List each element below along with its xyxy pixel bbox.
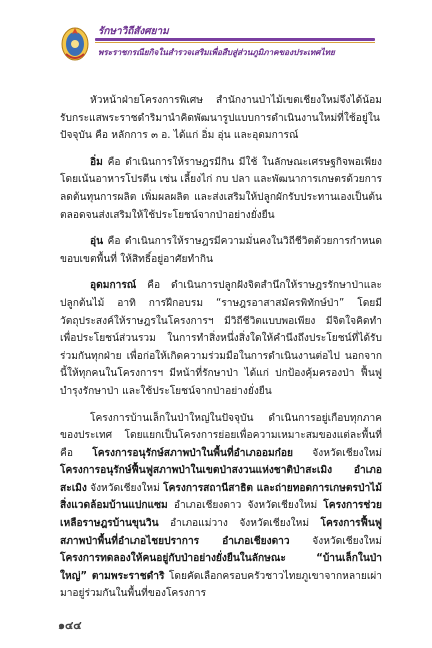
definition-un: คือ ดำเนินการให้ราษฎรมีความมั่นคงในวิถีชีวิตด้วยการกำหนดขอบเขตพื้นที่ ให้สิทธิ์อยู่อาศัยทำกิน xyxy=(60,236,382,265)
header-divider xyxy=(95,38,375,41)
project-khunwin: โครงการช่วยเหลือราษฎรบ้านขุนวิน xyxy=(60,500,382,530)
text-span: จังหวัดเชียงใหม่ xyxy=(86,482,164,494)
project-paeksam: โครงการสถานีสาธิต และถ่ายทอดการเกษตรป่าไม้ สิ่งแวดล้อมบ้านแปกแซม xyxy=(60,482,383,512)
page-header xyxy=(0,0,432,80)
project-ban-lek: โครงการทดลองให้คนอยู่กับป่าอย่างยั่งยืนในลักษณะ “บ้านเล็กในป่าใหญ่” ตามพระราชดำริ xyxy=(60,553,382,582)
text-span: อำเภอเชียงดาว จังหวัดเชียงใหม่ xyxy=(167,500,324,512)
term-un: อุ่น xyxy=(90,236,104,248)
royal-emblem-icon xyxy=(60,24,90,62)
text-span: จังหวัดเชียงใหม่ xyxy=(289,535,382,547)
project-omkoi: โครงการอนุรักษ์สภาพป่าในพื้นที่อำเภออมก๋อย xyxy=(92,447,293,459)
term-udomkan: อุดมการณ์ xyxy=(90,280,137,292)
header-title: รักษาวิถีสังศยาม xyxy=(98,26,169,37)
paragraph-udomkan xyxy=(60,277,382,400)
paragraph-un xyxy=(60,233,382,268)
definition-udomkan: คือ ดำเนินการปลูกฝังจิตสำนึกให้ราษฎรรักษาป่าและปลูกต้นไม้ อาทิ การฝึกอบรม “ราษฎรอาสาสมัครพิทักษ์ป่า” โดยมีวัตถุประสงค์ให้ราษฎรในโครงการฯ มีวิถีชีวิตแบบพอเพียง มีจิตใจคิดทำเพื่อประโยชน์ส่วนรวม ในการทำสิ่งหนึ่งสิ่งใดให้คำนึงถึงประโยชน์ที่ได้รับร่วมกันทุกฝ่าย เพื่อก่อให้เกิดความร่วมมือในการดำเนินงานต่อไป นอกจากนี้ให้ทุกคนในโครงการฯ มีหน้าที่รักษาป่า ได้แก่ ปกป้องคุ้มครองป่า ฟื้นฟู บำรุงรักษาป่า และใช้ประโยชน์จากป่าอย่างยั่งยืน xyxy=(60,280,382,397)
paragraph-projects xyxy=(60,410,382,604)
paragraph-intro: หัวหน้าฝ่ายโครงการพิเศษ สำนักงานป่าไม้เขตเชียงใหม่จึงได้น้อมรับกระแสพระราชดำริมานำคิดพัฒนารูปแบบการดำเนินงานใหม่ที่ใช้อยู่ในปัจจุบัน คือ หลักการ ๓ อ. ได้แก่ อิ่ม อุ่น และอุดมการณ์ xyxy=(60,95,382,142)
definition-im: คือ ดำเนินการให้ราษฎรมีกิน มีใช้ ในลักษณะเศรษฐกิจพอเพียง โดยเน้นอาหารโปรตีน เช่น เลี้ยงไก่ กบ ปลา และพัฒนาการเกษตรด้วยการลดต้นทุนการผลิต เพิ่มผลผลิต และส่งเสริมให้ปลูกผักรับประทานเองเป็นต้น ตลอดจนส่งเสริมให้ใช้ประโยชน์จากป่าอย่างยั่งยืน xyxy=(60,156,382,221)
paragraph-im xyxy=(60,154,382,224)
project-chaiprakan: โครงการฟื้นฟูสภาพป่าพื้นที่อำเภอไชยปราการ อำเภอเชียงดาว xyxy=(60,518,382,547)
document-body xyxy=(60,92,382,612)
text-span: จังหวัดเชียงใหม่ xyxy=(292,447,383,459)
project-samoeng: โครงการอนุรักษ์ฟื้นฟูสภาพป่าในเขตป่าสงวนแห่งชาติป่าสะเมิง อำเภอสะเมิง xyxy=(60,465,382,494)
text-span: โครงการบ้านเล็กในป่าใหญ่ในปัจจุบัน ดำเนินการอยู่เกือบทุกภาคของประเทศ โดยแยกเป็นโครงการย่อยเพื่อความเหมาะสมของแต่ละพื้นที่ คือ xyxy=(60,412,382,459)
text-span: อำเภอแม่วาง จังหวัดเชียงใหม่ xyxy=(158,518,321,530)
page-number: ๑๔๔ xyxy=(58,619,82,632)
header-divider-gold xyxy=(95,42,375,43)
text-span: โดยคัดเลือกครอบครัวชาวไทยภูเขาจากหลายเผ่า มาอยู่ร่วมกันในพื้นที่ของโครงการ xyxy=(60,570,382,600)
header-subtitle: พระราชกรณียกิจในสำรวจเสริมเพื่อสืบสู่ส่วนภูมิภาคของประเทศไทย xyxy=(98,47,335,57)
term-im: อิ่ม xyxy=(90,156,103,168)
